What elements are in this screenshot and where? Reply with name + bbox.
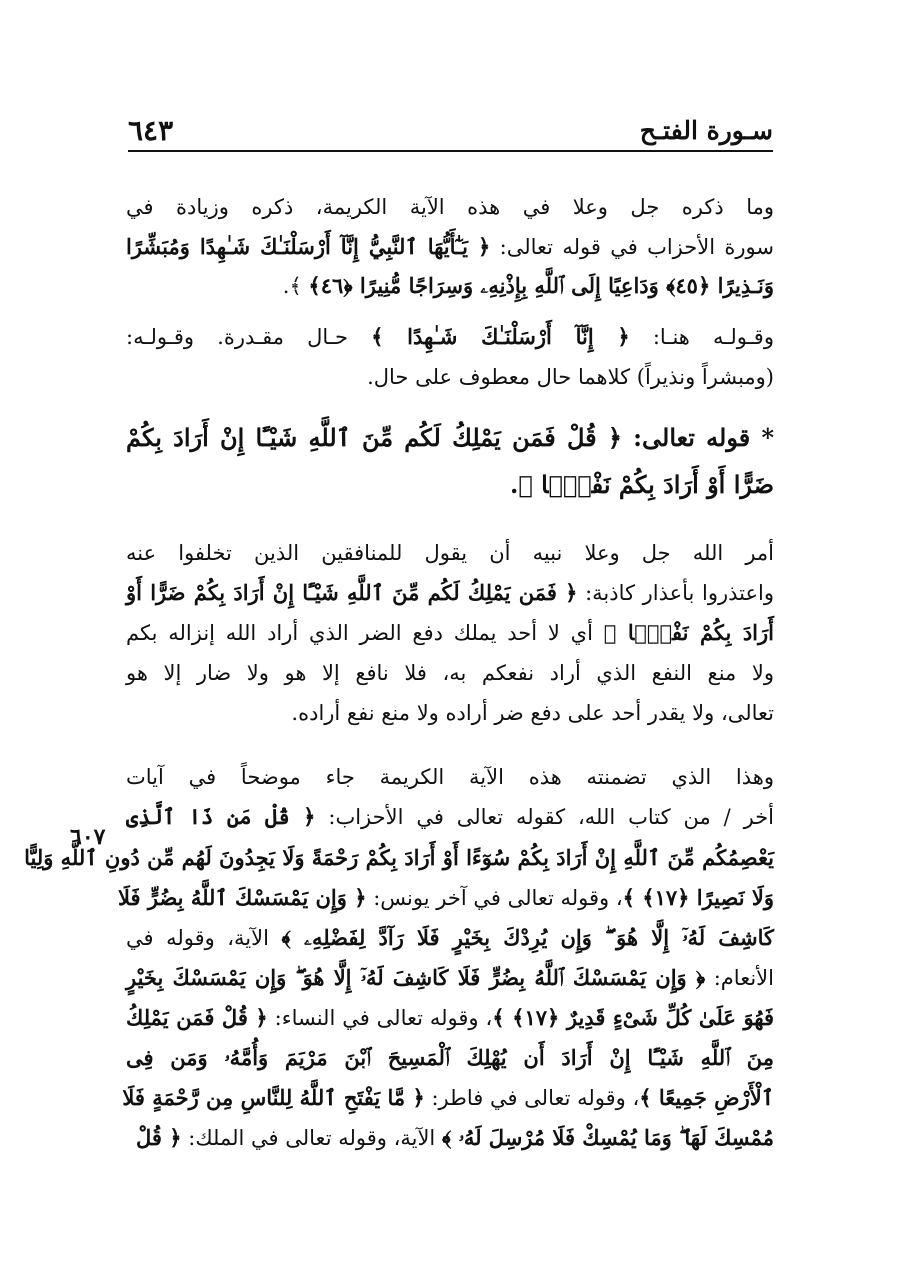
line-text: أخر / من كتاب الله، كقوله تعالى في الأحزاب: — [315, 805, 774, 829]
quran-verse: مُمْسِكَ لَهَا ۖ وَمَا يُمْسِكْ فَلَا مُرْسِلَ لَهُۥ ﴾ — [441, 1125, 774, 1150]
text-line — [126, 227, 774, 267]
line-text: واعتذروا بأعذار كاذبة: — [577, 581, 774, 605]
line-text: أمر الله جل وعلا نبيه أن يقول للمنافقين الذين تخلفوا عنه — [126, 541, 774, 565]
quran-verse: ﴿ وَإِن يَمْسَسْكَ ٱللَّهُ بِضُرٍّ فَلَا — [117, 885, 367, 910]
line-text: وهذا الذي تضمنته هذه الآية الكريمة جاء موضحاً في آيات — [126, 765, 774, 789]
text-line — [126, 573, 774, 613]
line-text: ، وقوله تعالى في النساء: — [267, 1006, 493, 1030]
line-text: (ومبشراً ونذيراً) كلاهما حال معطوف على حال. — [367, 365, 774, 389]
text-line — [126, 1038, 774, 1078]
quran-verse: وَلَا نَصِيرًا ﴿١٧﴾ ﴾ — [622, 885, 774, 910]
text-line — [122, 1078, 774, 1118]
line-text: ، وقوله تعالى في فاطر: — [424, 1086, 640, 1110]
line-text: ﴾. — [282, 274, 309, 298]
line-text: حـال مقـدرة. وقـولـه: — [126, 325, 372, 349]
line-text: الآية، وقوله تعالى في الملك: — [181, 1126, 442, 1150]
line-text: سورة الأحزاب في قوله تعالى: — [490, 235, 774, 259]
line-text: . — [510, 470, 519, 499]
quran-verse: * قوله تعالى: ﴿ قُلْ فَمَن يَمْلِكُ لَكُم مِّنَ ٱللَّهِ شَيْـًٔا إِنْ أَرَادَ بِكُمْ — [126, 423, 774, 452]
quran-verse: ﴿ قُلْ مَن ذَا ٱلَّذِى — [126, 804, 316, 829]
text-line — [126, 998, 774, 1038]
margin-page-marker: ٦٠٧ — [70, 824, 106, 850]
page-number: ٦٤٣ — [128, 114, 174, 147]
surah-title: سـورة الفتـح — [639, 116, 773, 145]
quran-verse: ضَرًّا أَوْ أَرَادَ بِكُمْ نَفْعًۢا ﴾ — [518, 470, 774, 499]
text-line — [126, 266, 774, 306]
text-line — [126, 533, 774, 573]
text-line — [126, 317, 774, 357]
quran-verse: كَاشِفَ لَهُۥٓ إِلَّا هُوَ ۖ وَإِن يُرِدْكَ بِخَيْرٍ فَلَا رَآدَّ لِفَضْلِهِۦ ﴾ — [281, 925, 774, 950]
text-line — [126, 465, 774, 505]
line-text: وقـولـه هنـا: — [629, 325, 774, 349]
line-text: تعالى، ولا يقدر أحد على دفع ضر أراده ولا منع نفع أراده. — [291, 701, 774, 725]
text-line — [126, 1118, 774, 1158]
text-line — [126, 797, 774, 837]
text-line — [126, 418, 774, 458]
line-text: وما ذكره جل وعلا في هذه الآية الكريمة، ذكره وزيادة في — [126, 195, 774, 219]
text-line — [126, 613, 774, 653]
text-line — [117, 878, 774, 918]
quran-verse: ﴿ وَإِن يَمْسَسْكَ ٱللَّهُ بِضُرٍّ فَلَا كَاشِفَ لَهُۥٓ إِلَّا هُوَ ۖ وَإِن يَمْسَسْكَ بِخَيْرٍ — [126, 965, 706, 990]
quran-verse: فَهُوَ عَلَىٰ كُلِّ شَىْءٍ قَدِيرٌ ﴿١٧﴾ ﴾ — [492, 1005, 775, 1030]
quran-verse: يَعْصِمُكُم مِّنَ ٱللَّهِ إِنْ أَرَادَ بِكُمْ سُوٓءًا أَوْ أَرَادَ بِكُمْ رَحْمَةً وَلَا يَجِدُونَ لَهُم مِّن دُونِ ٱللَّهِ وَلِيًّا — [24, 845, 774, 870]
line-text: ، وقوله تعالى في آخر يونس: — [366, 886, 623, 910]
quran-verse: ﴿ قُلْ — [136, 1125, 182, 1150]
quran-verse: ﴿ قُلْ فَمَن يَمْلِكُ — [126, 1005, 268, 1030]
line-text: الأنعام: — [705, 966, 774, 990]
quran-verse: ﴿ فَمَن يَمْلِكُ لَكُم مِّنَ ٱللَّهِ شَيْـًٔا إِنْ أَرَادَ بِكُمْ ضَرًّا أَوْ — [126, 580, 578, 605]
text-line — [126, 653, 774, 693]
text-line — [126, 693, 774, 733]
quran-verse: ﴿ مَّا يَفْتَحِ ٱللَّهُ لِلنَّاسِ مِن رَّحْمَةٍ فَلَا — [122, 1085, 425, 1110]
quran-verse: مِنَ ٱللَّهِ شَيْـًٔا إِنْ أَرَادَ أَن يُهْلِكَ ٱلْمَسِيحَ ٱبْنَ مَرْيَمَ وَأُمَّهُۥ وَمَن فِى — [126, 1045, 774, 1070]
line-text: ولا منع النفع الذي أراد نفعكم به، فلا نافع إلا هو ولا ضار إلا هو — [126, 661, 774, 685]
line-text: أي لا أحد يملك دفع الضر الذي أراد الله إنزاله بكم — [126, 621, 604, 645]
quran-verse: ﴿ يَـٰٓأَيُّهَا ٱلنَّبِيُّ إِنَّآ أَرْسَلْنَـٰكَ شَـٰهِدًا وَمُبَشِّرًا — [126, 234, 491, 259]
text-line — [126, 918, 774, 958]
quran-verse: وَنَـذِيرًا ﴿٤٥﴾ وَدَاعِيًا إِلَى ٱللَّهِ بِإِذْنِهِۦ وَسِرَاجًا مُّنِيرًا ﴿٤٦﴾ — [308, 273, 774, 298]
text-line — [126, 757, 774, 797]
quran-verse: ٱلْأَرْضِ جَمِيعًا ﴾ — [639, 1085, 774, 1110]
quran-verse: أَرَادَ بِكُمْ نَفْعًۢا ﴾ — [603, 620, 774, 645]
text-line — [126, 958, 774, 998]
text-line — [126, 357, 774, 397]
text-line — [24, 838, 774, 878]
line-text: الآية، وقوله في — [126, 926, 282, 950]
quran-verse: ﴿ إِنَّآ أَرْسَلْنَـٰكَ شَـٰهِدًا ﴾ — [371, 324, 630, 349]
text-line — [126, 187, 774, 227]
